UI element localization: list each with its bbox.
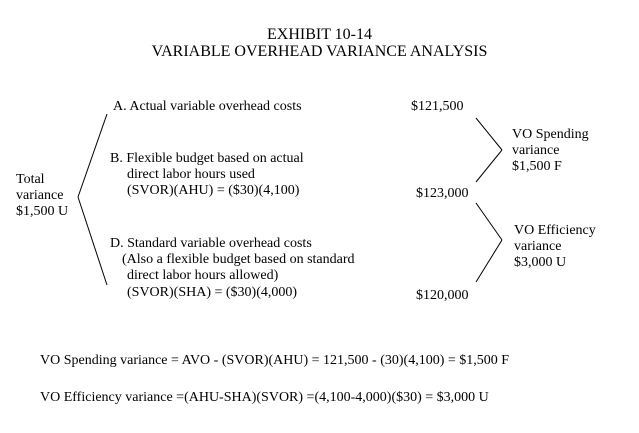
efficiency-variance-amount: $3,000 U bbox=[514, 255, 567, 270]
spending-variance-label: VO Spending bbox=[512, 127, 589, 142]
exhibit-title: EXHIBIT 10-14 bbox=[266, 26, 373, 43]
spending-formula: VO Spending variance = AVO - (SVOR)(AHU) = 121,500 - (30)(4,100) = $1,500 F bbox=[40, 353, 510, 368]
exhibit-subtitle: VARIABLE OVERHEAD VARIANCE ANALYSIS bbox=[151, 43, 488, 60]
efficiency-bracket-upper bbox=[476, 203, 502, 240]
spending-bracket-upper bbox=[476, 118, 502, 150]
efficiency-bracket-lower bbox=[476, 240, 502, 282]
total-variance-label: Total bbox=[16, 172, 45, 187]
left-bracket-upper bbox=[78, 114, 107, 197]
efficiency-variance-label: VO Efficiency bbox=[514, 223, 596, 238]
spending-variance-label-2: variance bbox=[512, 143, 560, 158]
total-variance-label-2: variance bbox=[16, 188, 64, 203]
spending-bracket-lower bbox=[476, 150, 502, 182]
item-d-amount: $120,000 bbox=[416, 288, 469, 303]
item-a-amount: $121,500 bbox=[411, 99, 464, 114]
item-d-line3: direct labor hours allowed) bbox=[127, 268, 279, 283]
item-b-line2: direct labor hours used bbox=[127, 167, 255, 182]
item-b-line1: B. Flexible budget based on actual bbox=[110, 151, 304, 166]
item-a-label: A. Actual variable overhead costs bbox=[113, 99, 302, 114]
item-b-formula: (SVOR)(AHU) = ($30)(4,100) bbox=[127, 183, 300, 198]
item-d-line2: (Also a flexible budget based on standard bbox=[122, 252, 355, 267]
efficiency-variance-label-2: variance bbox=[514, 239, 562, 254]
item-b-amount: $123,000 bbox=[416, 186, 469, 201]
left-bracket-lower bbox=[78, 197, 107, 285]
item-d-formula: (SVOR)(SHA) = ($30)(4,000) bbox=[127, 285, 298, 300]
total-variance-amount: $1,500 U bbox=[16, 204, 69, 219]
item-d-line1: D. Standard variable overhead costs bbox=[110, 236, 312, 251]
spending-variance-amount: $1,500 F bbox=[512, 159, 562, 174]
efficiency-formula: VO Efficiency variance =(AHU-SHA)(SVOR) =(4,100-4,000)($30) = $3,000 U bbox=[40, 390, 489, 405]
